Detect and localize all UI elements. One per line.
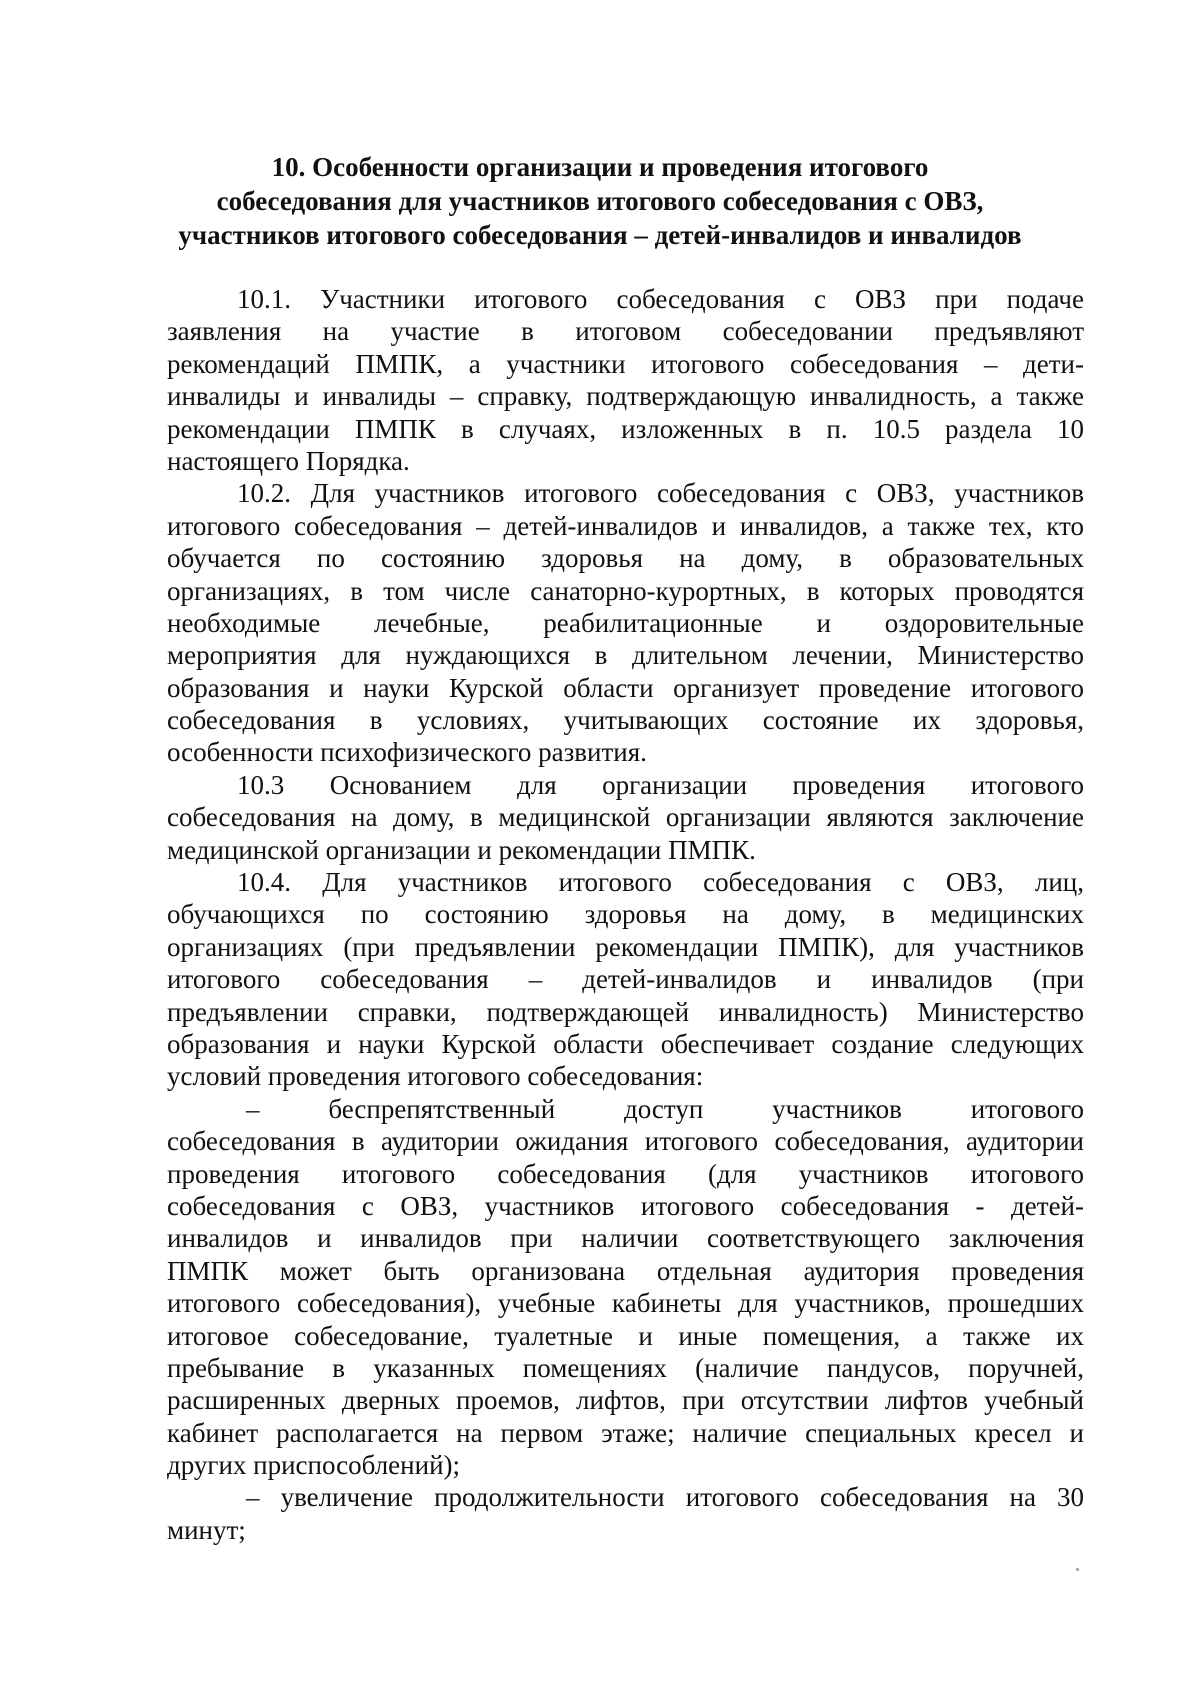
text-line: итоговое собеседование, туалетные и иные помещения, а также их [167,1320,1084,1351]
text-line: собеседования на дому, в медицинской организации являются заключение [167,802,1084,833]
text-line: обучающихся по состоянию здоровья на дому, в медицинских [167,899,1084,930]
list-item-line: – беспрепятственный доступ участников итогового [246,1093,1084,1124]
text-line: пребывание в указанных помещениях (наличие пандусов, поручней, [167,1352,1084,1383]
text-line: условий проведения итогового собеседования: [167,1061,704,1092]
text-line: рекомендации ПМПК в случаях, изложенных в п. 10.5 раздела 10 [167,413,1084,444]
text-line: других приспособлений); [167,1450,461,1481]
section-title-line: собеседования для участников итогового собеседования с ОВЗ, [216,186,984,216]
text-line: 10.4. Для участников итогового собеседования с ОВЗ, лиц, [237,867,1084,898]
text-line: собеседования в аудитории ожидания итогового собеседования, аудитории [167,1126,1084,1157]
document-body [167,283,1084,1546]
text-line: особенности психофизического развития. [167,737,647,768]
text-line: образования и науки Курской области обеспечивает создание следующих [167,1028,1084,1059]
text-line: минут; [167,1514,246,1545]
text-line: кабинет располагается на первом этаже; наличие специальных кресел и [167,1417,1084,1448]
text-line: ПМПК может быть организована отдельная аудитория проведения [167,1255,1084,1286]
section-title-line: участников итогового собеседования – детей-инвалидов и инвалидов [178,220,1022,250]
text-line: 10.2. Для участников итогового собеседования с ОВЗ, участников [237,478,1084,509]
text-line: мероприятия для нуждающихся в длительном лечении, Министерство [167,640,1084,671]
text-line: настоящего Порядка. [167,445,410,476]
text-line: 10.1. Участники итогового собеседования с ОВЗ при подаче [237,284,1084,314]
text-line: собеседования с ОВЗ, участников итогового собеседования - детей- [167,1190,1084,1221]
text-line: 10.3 Основанием для организации проведения итогового [237,769,1084,800]
text-line: обучается по состоянию здоровья на дому, в образовательных [167,543,1084,574]
text-line: итогового собеседования – детей-инвалидов и инвалидов (при [167,964,1084,995]
text-line: заявления на участие в итоговом собеседовании предъявляют [167,316,1084,347]
text-line: медицинской организации и рекомендации ПМПК. [167,834,756,865]
text-line: образования и науки Курской области организует проведение итогового [167,672,1084,703]
text-line: рекомендаций ПМПК, а участники итогового собеседования – дети- [167,348,1084,379]
text-line: организациях (при предъявлении рекомендации ПМПК), для участников [167,931,1084,962]
text-line: инвалиды и инвалиды – справку, подтверждающую инвалидность, а также [167,381,1084,412]
text-line: инвалидов и инвалидов при наличии соответствующего заключения [167,1223,1084,1254]
text-line: предъявлении справки, подтверждающей инвалидность) Министерство [167,996,1084,1027]
text-line: итогового собеседования), учебные кабинеты для участников, прошедших [167,1288,1084,1319]
text-line: необходимые лечебные, реабилитационные и оздоровительные [167,607,1084,638]
section-title-line: 10. Особенности организации и проведения итогового [271,152,929,182]
text-line: организациях, в том числе санаторно-курортных, в которых проводятся [167,575,1084,606]
text-line: собеседования в условиях, учитывающих состояние их здоровья, [167,705,1084,736]
text-line: расширенных дверных проемов, лифтов, при отсутствии лифтов учебный [167,1385,1084,1416]
text-line: итогового собеседования – детей-инвалидов и инвалидов, а также тех, кто [167,510,1084,541]
scan-speck [1076,1568,1079,1571]
text-line: проведения итогового собеседования (для участников итогового [167,1158,1084,1189]
list-item-line: – увеличение продолжительности итогового собеседования на 30 [246,1482,1084,1513]
section-title [150,150,1050,252]
